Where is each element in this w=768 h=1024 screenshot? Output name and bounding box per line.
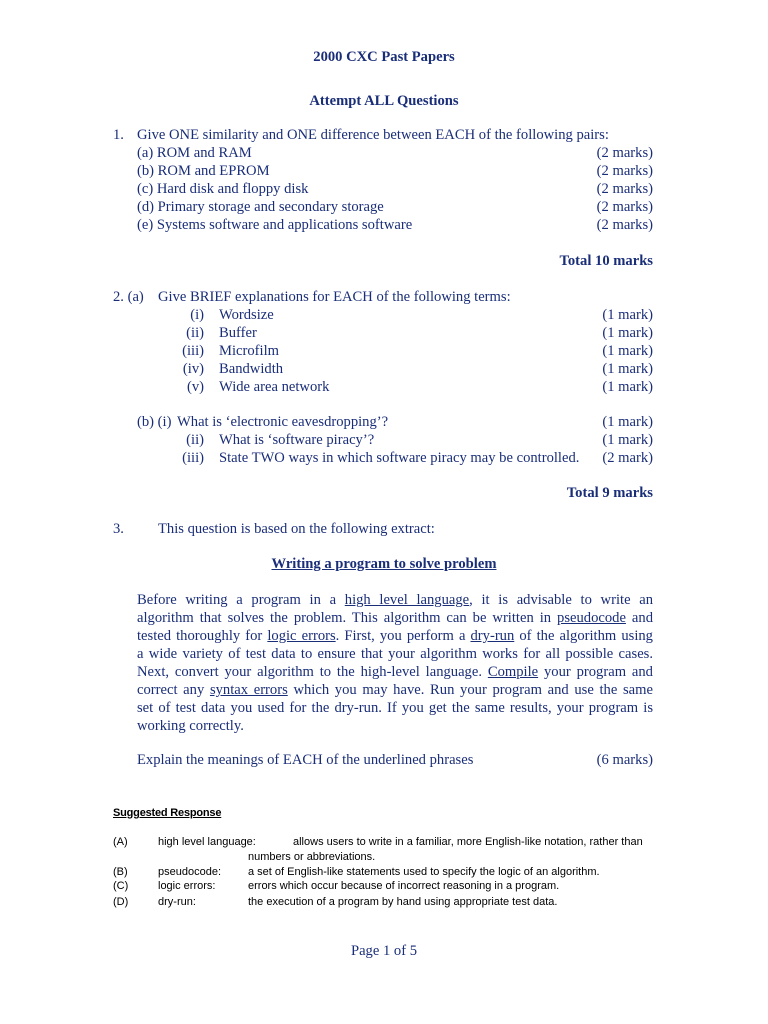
underlined-logic-errors: logic errors bbox=[267, 628, 336, 644]
q2-term-wordsize-marks: (1 mark) bbox=[602, 307, 653, 323]
q2-term-buffer: Buffer bbox=[219, 325, 257, 341]
instruction: Attempt ALL Questions bbox=[309, 93, 459, 109]
q2b-prefix: (b) (i) bbox=[137, 414, 172, 430]
q1-stem: Give ONE similarity and ONE difference between EACH of the following pairs: bbox=[137, 127, 609, 143]
q2-roman-iii: (iii) bbox=[182, 343, 204, 359]
extract-title: Writing a program to solve problem bbox=[271, 556, 497, 572]
q1-item-a-marks: (2 marks) bbox=[596, 145, 653, 161]
q2-term-wordsize: Wordsize bbox=[219, 307, 274, 323]
response-heading: Suggested Response bbox=[113, 807, 222, 819]
q3-explain: Explain the meanings of EACH of the underlined phrases bbox=[137, 752, 474, 768]
q1-item-b-marks: (2 marks) bbox=[596, 163, 653, 179]
para-line: a wide variety of test data to ensure that your algorithm works for all possible cases. bbox=[137, 646, 653, 662]
underlined-compile: Compile bbox=[487, 664, 539, 680]
response-letter-d: (D) bbox=[113, 896, 129, 908]
response-def-c: errors which occur because of incorrect reasoning in a program. bbox=[248, 880, 560, 892]
q2-roman-v: (v) bbox=[186, 379, 204, 395]
para-line: tested thoroughly for logic errors. First, you perform a dry-run of the algorithm using bbox=[137, 628, 653, 644]
q2b-i-marks: (1 mark) bbox=[602, 414, 653, 430]
q1-total: Total 10 marks bbox=[559, 253, 653, 269]
underlined-pseudocode: pseudocode bbox=[557, 610, 626, 626]
q1-item-a: (a) ROM and RAM bbox=[137, 145, 252, 161]
q2b-roman-ii: (ii) bbox=[186, 432, 204, 448]
page-footer: Page 1 of 5 bbox=[350, 943, 418, 959]
q2-term-buffer-marks: (1 mark) bbox=[602, 325, 653, 341]
q2-term-wan-marks: (1 mark) bbox=[602, 379, 653, 395]
response-letter-c: (C) bbox=[113, 880, 129, 892]
q2b-roman-iii: (iii) bbox=[182, 450, 204, 466]
para-line: set of test data you used for the dry-run. If you get the same results, your program is bbox=[137, 700, 653, 716]
q2-number: 2. (a) bbox=[113, 289, 144, 305]
q2b-iii-marks: (2 mark) bbox=[602, 450, 653, 466]
response-term-b: pseudocode: bbox=[158, 866, 221, 878]
q1-item-e-marks: (2 marks) bbox=[596, 217, 653, 233]
para-line: Before writing a program in a high level language, it is advisable to write an bbox=[137, 592, 654, 608]
para-line: working correctly. bbox=[137, 718, 244, 734]
q1-item-e: (e) Systems software and applications software bbox=[137, 217, 413, 233]
response-letter-a: (A) bbox=[113, 836, 128, 848]
response-term-a: high level language: bbox=[158, 836, 256, 848]
q1-item-c-marks: (2 marks) bbox=[596, 181, 653, 197]
q2-roman-iv: (iv) bbox=[182, 361, 204, 377]
q1-item-b: (b) ROM and EPROM bbox=[137, 163, 270, 179]
para-line: algorithm that solves the problem. This algorithm can be written in pseudocode and bbox=[137, 610, 653, 626]
response-term-c: logic errors: bbox=[158, 880, 216, 892]
q2-stem: Give BRIEF explanations for EACH of the following terms: bbox=[158, 289, 511, 305]
q2-term-bandwidth-marks: (1 mark) bbox=[602, 361, 653, 377]
q3-stem: This question is based on the following extract: bbox=[158, 521, 435, 537]
q2-term-microfilm: Microfilm bbox=[219, 343, 279, 359]
para-line: Next, convert your algorithm to the high-level language. Compile your program and bbox=[137, 664, 653, 680]
underlined-dry-run: dry-run bbox=[470, 628, 515, 644]
extract-paragraph bbox=[137, 591, 653, 735]
q3-number: 3. bbox=[113, 521, 124, 537]
q2-total: Total 9 marks bbox=[566, 485, 653, 501]
q2-term-bandwidth: Bandwidth bbox=[219, 361, 284, 377]
page-title: 2000 CXC Past Papers bbox=[313, 49, 455, 65]
response-def-d: the execution of a program by hand using appropriate test data. bbox=[248, 896, 558, 908]
q2-roman-ii: (ii) bbox=[186, 325, 204, 341]
response-def-a-cont: numbers or abbreviations. bbox=[248, 851, 376, 863]
q2b-iii-question: State TWO ways in which software piracy may be controlled. bbox=[219, 450, 580, 466]
q2-term-microfilm-marks: (1 mark) bbox=[602, 343, 653, 359]
underlined-high-level-language: high level language bbox=[344, 592, 470, 608]
q3-explain-marks: (6 marks) bbox=[596, 752, 653, 768]
response-term-d: dry-run: bbox=[158, 896, 196, 908]
response-letter-b: (B) bbox=[113, 866, 128, 878]
q2-term-wan: Wide area network bbox=[219, 379, 330, 395]
underlined-syntax-errors: syntax errors bbox=[209, 682, 288, 698]
q2b-i-question: What is ‘electronic eavesdropping’? bbox=[177, 414, 389, 430]
q1-item-d-marks: (2 marks) bbox=[596, 199, 653, 215]
q1-item-d: (d) Primary storage and secondary storage bbox=[137, 199, 384, 215]
q1-number: 1. bbox=[113, 127, 124, 143]
response-def-b: a set of English-like statements used to specify the logic of an algorithm. bbox=[248, 866, 600, 878]
response-def-a: allows users to write in a familiar, more English-like notation, rather than bbox=[293, 836, 643, 848]
q2b-ii-question: What is ‘software piracy’? bbox=[219, 432, 375, 448]
para-line: correct any syntax errors which you may have. Run your program and use the same bbox=[137, 682, 653, 698]
q1-item-c: (c) Hard disk and floppy disk bbox=[137, 181, 309, 197]
q2b-ii-marks: (1 mark) bbox=[602, 432, 653, 448]
q2-roman-i: (i) bbox=[190, 307, 204, 323]
